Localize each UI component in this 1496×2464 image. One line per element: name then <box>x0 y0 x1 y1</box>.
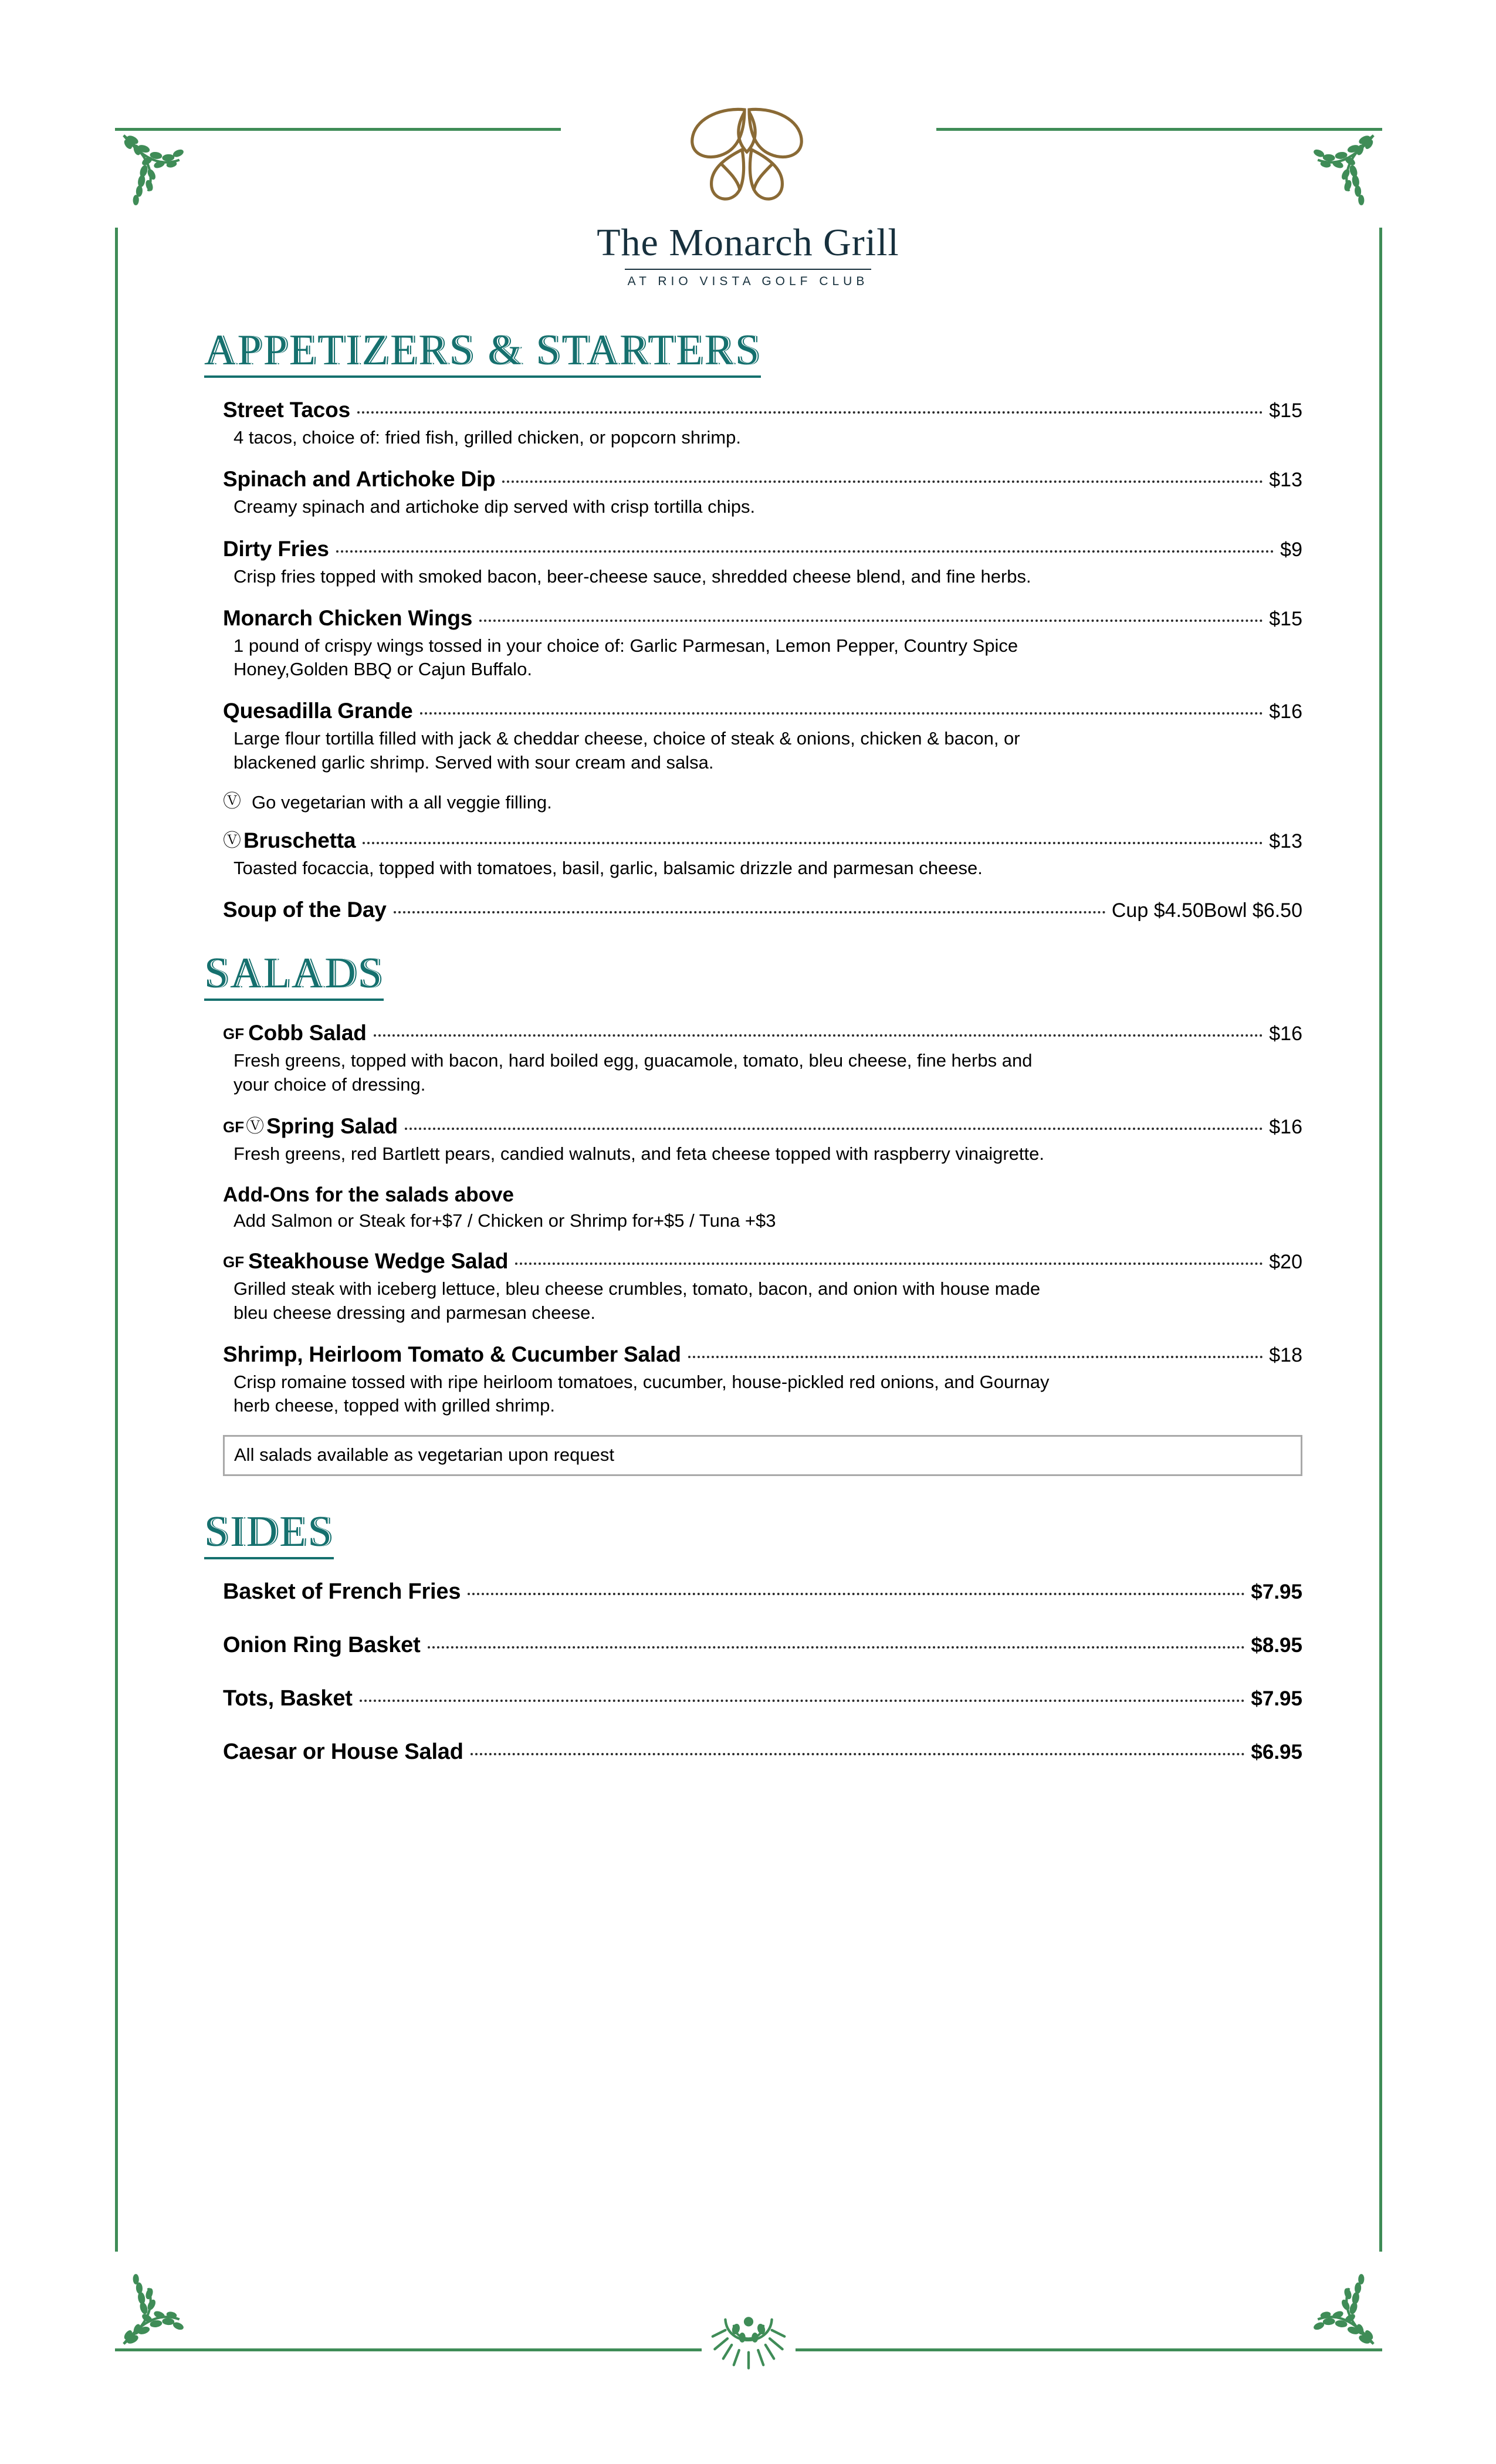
dot-leader <box>374 1034 1264 1037</box>
menu-item-line <box>223 1342 1302 1367</box>
menu-item-price: $13 <box>1269 469 1302 492</box>
menu-item-list <box>194 398 1308 922</box>
dot-leader <box>471 1753 1245 1755</box>
gluten-free-icon: GF <box>223 1253 245 1271</box>
menu-item-line <box>223 537 1302 561</box>
menu-item-name: Spinach and Artichoke Dip <box>223 467 496 492</box>
menu-item[interactable] <box>223 1342 1302 1418</box>
menu-subblock-title: Add-Ons for the salads above <box>223 1183 514 1207</box>
menu-subblock-text: Add Salmon or Steak for+$7 / Chicken or Shrimp for+$5 / Tuna +$3 <box>233 1210 776 1231</box>
menu-item-price: $15 <box>1269 400 1302 422</box>
menu-item-price: $6.95 <box>1251 1741 1302 1764</box>
dietary-markers <box>223 1115 265 1138</box>
menu-item[interactable] <box>223 398 1302 449</box>
menu-item-line <box>223 1633 1302 1658</box>
menu-section-sides <box>194 1510 1308 1765</box>
menu-item-line <box>223 1021 1302 1045</box>
brand-divider <box>625 269 871 270</box>
monarch-butterfly-icon <box>672 103 824 220</box>
dot-leader <box>502 480 1263 483</box>
menu-section-appetizers-starters <box>194 326 1308 922</box>
menu-item-price: $7.95 <box>1251 1580 1302 1604</box>
menu-item-price: $16 <box>1269 700 1302 723</box>
menu-item[interactable] <box>223 537 1302 588</box>
menu-item[interactable] <box>223 828 1302 880</box>
menu-item-line <box>223 398 1302 422</box>
frame-left-line <box>115 228 118 2252</box>
dot-leader <box>515 1263 1263 1265</box>
menu-item-price: $13 <box>1269 830 1302 853</box>
menu-item-price: $16 <box>1269 1115 1302 1138</box>
menu-item-line <box>223 467 1302 492</box>
dot-leader <box>394 911 1106 913</box>
vegetarian-icon: Ⓥ <box>223 830 241 851</box>
gluten-free-icon: GF <box>223 1025 245 1043</box>
boxed-note: All salads available as vegetarian upon request <box>223 1435 1302 1476</box>
menu-item[interactable] <box>223 467 1302 519</box>
menu-item[interactable] <box>223 606 1302 682</box>
dot-leader <box>357 411 1263 414</box>
menu-section-salads <box>194 949 1308 1476</box>
menu-item-description: Large flour tortilla filled with jack & cheddar cheese, choice of steak & onions, chicken & bacon, or blackened garlic shrimp. Served with sour cream and salsa. <box>233 728 1020 773</box>
menu-item-name: Shrimp, Heirloom Tomato & Cucumber Salad <box>223 1342 681 1366</box>
dot-leader <box>363 842 1263 844</box>
menu-item-name: Steakhouse Wedge Salad <box>248 1249 509 1274</box>
menu-item-name: Monarch Chicken Wings <box>223 605 473 630</box>
brand-name: The Monarch Grill <box>597 221 899 264</box>
vine-corner-icon <box>110 2246 222 2357</box>
menu-item-line <box>223 1686 1302 1711</box>
section-title-wrap <box>194 326 1308 378</box>
menu-item[interactable] <box>223 1739 1302 1765</box>
menu-item[interactable] <box>223 1114 1302 1166</box>
vine-corner-icon <box>1275 2246 1387 2357</box>
section-title: SIDES <box>204 1510 334 1559</box>
menu-item-description: Crisp fries topped with smoked bacon, beer-cheese sauce, shredded cheese blend, and fine herbs. <box>233 566 1031 587</box>
brand-tagline: AT RIO VISTA GOLF CLUB <box>627 275 869 289</box>
menu-item-price: Cup $4.50Bowl $6.50 <box>1111 899 1302 922</box>
menu-item[interactable] <box>223 1579 1302 1605</box>
menu-item-line <box>223 699 1302 723</box>
dot-leader <box>360 1700 1245 1702</box>
frame-bottom-left-line <box>115 2348 702 2351</box>
menu-item-name: Cobb Salad <box>248 1021 367 1045</box>
menu-item-description: Creamy spinach and artichoke dip served with crisp tortilla chips. <box>233 496 756 517</box>
menu-item-line <box>223 898 1302 922</box>
menu-item-line <box>223 1739 1302 1765</box>
dietary-markers <box>223 1026 246 1044</box>
dot-leader <box>420 712 1264 715</box>
menu-item-description: Fresh greens, topped with bacon, hard boiled egg, guacamole, tomato, bleu cheese, fine herbs and your choice of dressing. <box>233 1050 1033 1095</box>
menu-item-list <box>194 1021 1308 1476</box>
menu-note-row <box>223 792 1302 813</box>
dot-leader <box>428 1646 1245 1649</box>
vegetarian-icon: Ⓥ <box>223 791 241 812</box>
sunburst-ornament-icon <box>696 2315 801 2385</box>
menu-item-name: Spring Salad <box>266 1113 398 1138</box>
menu-item-description: Crisp romaine tossed with ripe heirloom tomatoes, cucumber, house-pickled red onions, and Gournay herb cheese, topped with grilled shrimp. <box>233 1371 1050 1416</box>
dietary-markers <box>223 832 241 851</box>
menu-item-description: Fresh greens, red Bartlett pears, candied walnuts, and feta cheese topped with raspberry vinaigrette. <box>233 1143 1044 1164</box>
dot-leader <box>468 1593 1245 1595</box>
menu-item-name: Onion Ring Basket <box>223 1633 421 1658</box>
menu-item-price: $16 <box>1269 1023 1302 1045</box>
dot-leader <box>405 1128 1263 1130</box>
menu-item-price: $18 <box>1269 1343 1302 1366</box>
menu-item-name: Bruschetta <box>243 828 356 853</box>
menu-subblock <box>223 1183 1302 1231</box>
menu-item[interactable] <box>223 699 1302 774</box>
menu-item-line <box>223 1114 1302 1139</box>
menu-item-name: Caesar or House Salad <box>223 1739 463 1765</box>
frame-bottom-right-line <box>796 2348 1382 2351</box>
frame-right-line <box>1379 228 1382 2252</box>
menu-item-name: Soup of the Day <box>223 898 387 922</box>
section-title: APPETIZERS & STARTERS <box>204 329 761 378</box>
dot-leader <box>688 1356 1264 1358</box>
menu-content <box>194 326 1308 1793</box>
section-title-wrap <box>194 949 1308 1001</box>
menu-item[interactable] <box>223 1249 1302 1325</box>
menu-item-line <box>223 606 1302 631</box>
dot-leader <box>336 550 1274 553</box>
menu-item-description: Toasted focaccia, topped with tomatoes, basil, garlic, balsamic drizzle and parmesan cheese. <box>233 858 983 879</box>
menu-item-price: $20 <box>1269 1251 1302 1274</box>
menu-item[interactable] <box>223 1633 1302 1658</box>
menu-item-name: Basket of French Fries <box>223 1579 461 1605</box>
menu-item-description: 1 pound of crispy wings tossed in your choice of: Garlic Parmesan, Lemon Pepper, Country Spice Honey,Golden BBQ or Cajun Buffalo. <box>233 635 1018 680</box>
section-title: SALADS <box>204 952 384 1001</box>
menu-item-price: $8.95 <box>1251 1634 1302 1657</box>
vegetarian-icon: Ⓥ <box>246 1115 265 1136</box>
menu-item-list <box>194 1579 1308 1765</box>
section-title-wrap <box>194 1510 1308 1559</box>
menu-item-line <box>223 1579 1302 1605</box>
menu-note-text: Go vegetarian with a all veggie filling. <box>252 792 552 813</box>
dot-leader <box>479 620 1263 622</box>
menu-item-description: 4 tacos, choice of: fried fish, grilled chicken, or popcorn shrimp. <box>233 427 741 448</box>
menu-item[interactable] <box>223 898 1302 922</box>
menu-item-name: Street Tacos <box>223 398 350 422</box>
menu-item-line <box>223 828 1302 853</box>
menu-item-name: Quesadilla Grande <box>223 699 413 723</box>
dietary-markers <box>223 1254 246 1272</box>
brand-logo <box>0 103 1496 289</box>
menu-item[interactable] <box>223 1686 1302 1711</box>
menu-item-line <box>223 1249 1302 1274</box>
menu-item-name: Dirty Fries <box>223 536 329 561</box>
gluten-free-icon: GF <box>223 1118 245 1136</box>
menu-item-price: $15 <box>1269 607 1302 630</box>
menu-item[interactable] <box>223 1021 1302 1096</box>
menu-item-price: $9 <box>1280 538 1302 561</box>
menu-item-name: Tots, Basket <box>223 1686 353 1711</box>
menu-item-description: Grilled steak with iceberg lettuce, bleu cheese crumbles, tomato, bacon, and onion with house made bleu cheese dressing and parmesan cheese. <box>233 1278 1041 1323</box>
menu-item-price: $7.95 <box>1251 1687 1302 1711</box>
